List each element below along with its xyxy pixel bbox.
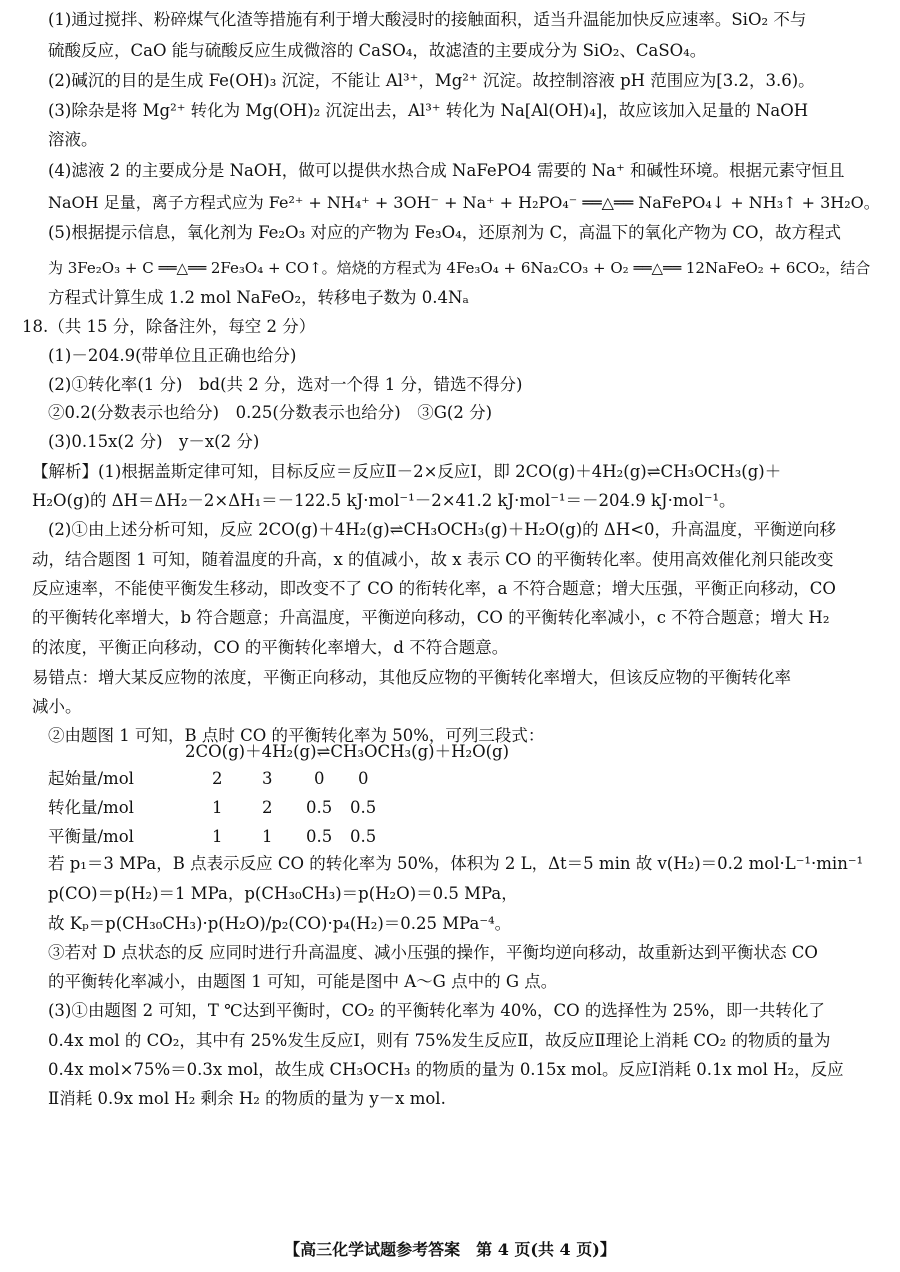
q17-part1-line1: (1)通过搅拌、粉碎煤气化渣等措施有利于增大酸浸时的接触面积，适当升温能加快反应速率。SiO₂ 不与 [48,10,807,29]
cell-h2o: 0.5 [350,798,377,817]
cell-h2: 3 [262,769,273,788]
cell-h2: 1 [262,827,273,846]
analysis-2-line1: (2)①由上述分析可知，反应 2CO(g)＋4H₂(g)⇌CH₃OCH₃(g)＋H₂O(g)的 ΔH<0，升高温度，平衡逆向移 [48,520,837,539]
q18-answer-4: (3)0.15x(2 分) y－x(2 分) [48,432,260,451]
row-label: 平衡量/mol [48,827,134,846]
q17-part3-line2: 溶液。 [48,130,98,149]
analysis-2-line4: 的平衡转化率增大，b 符合题意；升高温度，平衡逆向移动，CO 的平衡转化率减小，c 不符合题意；增大 H₂ [32,608,830,627]
kp-line3: 故 Kₚ＝p(CH₃₀CH₃)·p(H₂O)/p₂(CO)·p₄(H₂)＝0.25 MPa⁻⁴。 [48,914,512,933]
equilibrium-equation: 2CO(g)＋4H₂(g)⇌CH₃OCH₃(g)＋H₂O(g) [185,742,510,761]
part-3-line3: 0.4x mol×75%＝0.3x mol，故生成 CH₃OCH₃ 的物质的量为 0.15x mol。反应Ⅰ消耗 0.1x mol H₂，反应 [48,1060,844,1079]
analysis-2-line3: 反应速率，不能使平衡发生移动，即改变不了 CO 的衔转化率，a 不符合题意；增大压强，平衡正向移动，CO [32,579,836,598]
page-footer: 【高三化学试题参考答案 第 4 页(共 4 页)】 [284,1240,616,1259]
analysis-2-line5: 的浓度，平衡正向移动，CO 的平衡转化率增大，d 不符合题意。 [32,638,509,657]
q17-part2: (2)碱沉的目的是生成 Fe(OH)₃ 沉淀，不能让 Al³⁺，Mg²⁺ 沉淀。故控制溶液 pH 范围应为[3.2，3.6)。 [48,71,815,90]
q18-answer-3: ②0.2(分数表示也给分) 0.25(分数表示也给分) ③G(2 分) [48,403,493,422]
part-3-line2: 0.4x mol 的 CO₂，其中有 25%发生反应Ⅰ，则有 75%发生反应Ⅱ，故反应Ⅱ理论上消耗 CO₂ 的物质的量为 [48,1031,831,1050]
q18-answer-2: (2)①转化率(1 分) bd(共 2 分，选对一个得 1 分，错选不得分) [48,375,523,394]
q17-part5-line2: 为 3Fe₂O₃ + C ══△══ 2Fe₃O₄ + CO↑。焙烧的方程式为 4Fe₃O₄ + 6Na₂CO₃ + O₂ ══△══ 12NaFeO₂ + 6CO₂，结合 [48,259,871,277]
row-label: 起始量/mol [48,769,134,788]
cell-co: 2 [212,769,223,788]
q18-answer-1: (1)－204.9(带单位且正确也给分) [48,346,297,365]
row-label: 转化量/mol [48,798,134,817]
cell-dme: 0.5 [306,798,333,817]
cell-h2o: 0.5 [350,827,377,846]
kp-line1: 若 p₁＝3 MPa，B 点表示反应 CO 的转化率为 50%，体积为 2 L，Δt＝5 min 故 v(H₂)＝0.2 mol·L⁻¹·min⁻¹ [48,854,864,873]
q18-header: 18.（共 15 分，除备注外，每空 2 分） [22,317,316,336]
cell-co: 1 [212,798,223,817]
cell-dme: 0 [314,769,325,788]
pitfall-line2: 减小。 [32,697,82,716]
part-3-line1: (3)①由题图 2 可知，T ℃达到平衡时，CO₂ 的平衡转化率为 40%，CO 的选择性为 25%，即一共转化了 [48,1001,825,1020]
part-3-line4: Ⅱ消耗 0.9x mol H₂ 剩余 H₂ 的物质的量为 y－x mol. [48,1089,446,1108]
part3-g-line1: ③若对 D 点状态的反 应同时进行升高温度、减小压强的操作，平衡均逆向移动，故重新达到平衡状态 CO [48,943,818,962]
analysis-1-line2: H₂O(g)的 ΔH＝ΔH₂－2×ΔH₁＝－122.5 kJ·mol⁻¹－2×41.2 kJ·mol⁻¹＝－204.9 kJ·mol⁻¹。 [32,491,736,510]
cell-h2: 2 [262,798,273,817]
cell-dme: 0.5 [306,827,333,846]
kp-line2: p(CO)＝p(H₂)＝1 MPa，p(CH₃₀CH₃)＝p(H₂O)＝0.5 MPa， [48,884,518,903]
part3-g-line2: 的平衡转化率减小，由题图 1 可知，可能是图中 A～G 点中的 G 点。 [48,972,558,991]
q17-part5-line1: (5)根据提示信息，氧化剂为 Fe₂O₃ 对应的产物为 Fe₃O₄，还原剂为 C，高温下的氧化产物为 CO，故方程式 [48,223,842,242]
q17-part4-line2: NaOH 足量，离子方程式应为 Fe²⁺ + NH₄⁺ + 3OH⁻ + Na⁺ + H₂PO₄⁻ ══△══ NaFePO₄↓ + NH₃↑ + 3H₂O。 [48,193,880,212]
q17-part3-line1: (3)除杂是将 Mg²⁺ 转化为 Mg(OH)₂ 沉淀出去，Al³⁺ 转化为 Na[Al(OH)₄]，故应该加入足量的 NaOH [48,101,809,120]
cell-h2o: 0 [358,769,369,788]
q17-part1-line2: 硫酸反应，CaO 能与硫酸反应生成微溶的 CaSO₄，故滤渣的主要成分为 SiO₂、CaSO₄。 [48,41,707,60]
cell-co: 1 [212,827,223,846]
three-step-intro: ②由题图 1 可知，B 点时 CO 的平衡转化率为 50%，可列三段式： [48,726,545,745]
analysis-2-line2: 动，结合题图 1 可知，随着温度的升高，x 的值减小，故 x 表示 CO 的平衡转化率。使用高效催化剂只能改变 [32,550,834,569]
q17-part4-line1: (4)滤液 2 的主要成分是 NaOH，做可以提供水热合成 NaFePO4 需要的 Na⁺ 和碱性环境。根据元素守恒且 [48,161,845,180]
q17-part5-line3: 方程式计算生成 1.2 mol NaFeO₂，转移电子数为 0.4Nₐ [48,288,469,307]
pitfall-line1: 易错点：增大某反应物的浓度，平衡正向移动，其他反应物的平衡转化率增大，但该反应物的平衡转化率 [32,668,791,687]
analysis-1-line1: 【解析】(1)根据盖斯定律可知，目标反应＝反应Ⅱ－2×反应Ⅰ，即 2CO(g)＋4H₂(g)⇌CH₃OCH₃(g)＋ [32,462,782,481]
